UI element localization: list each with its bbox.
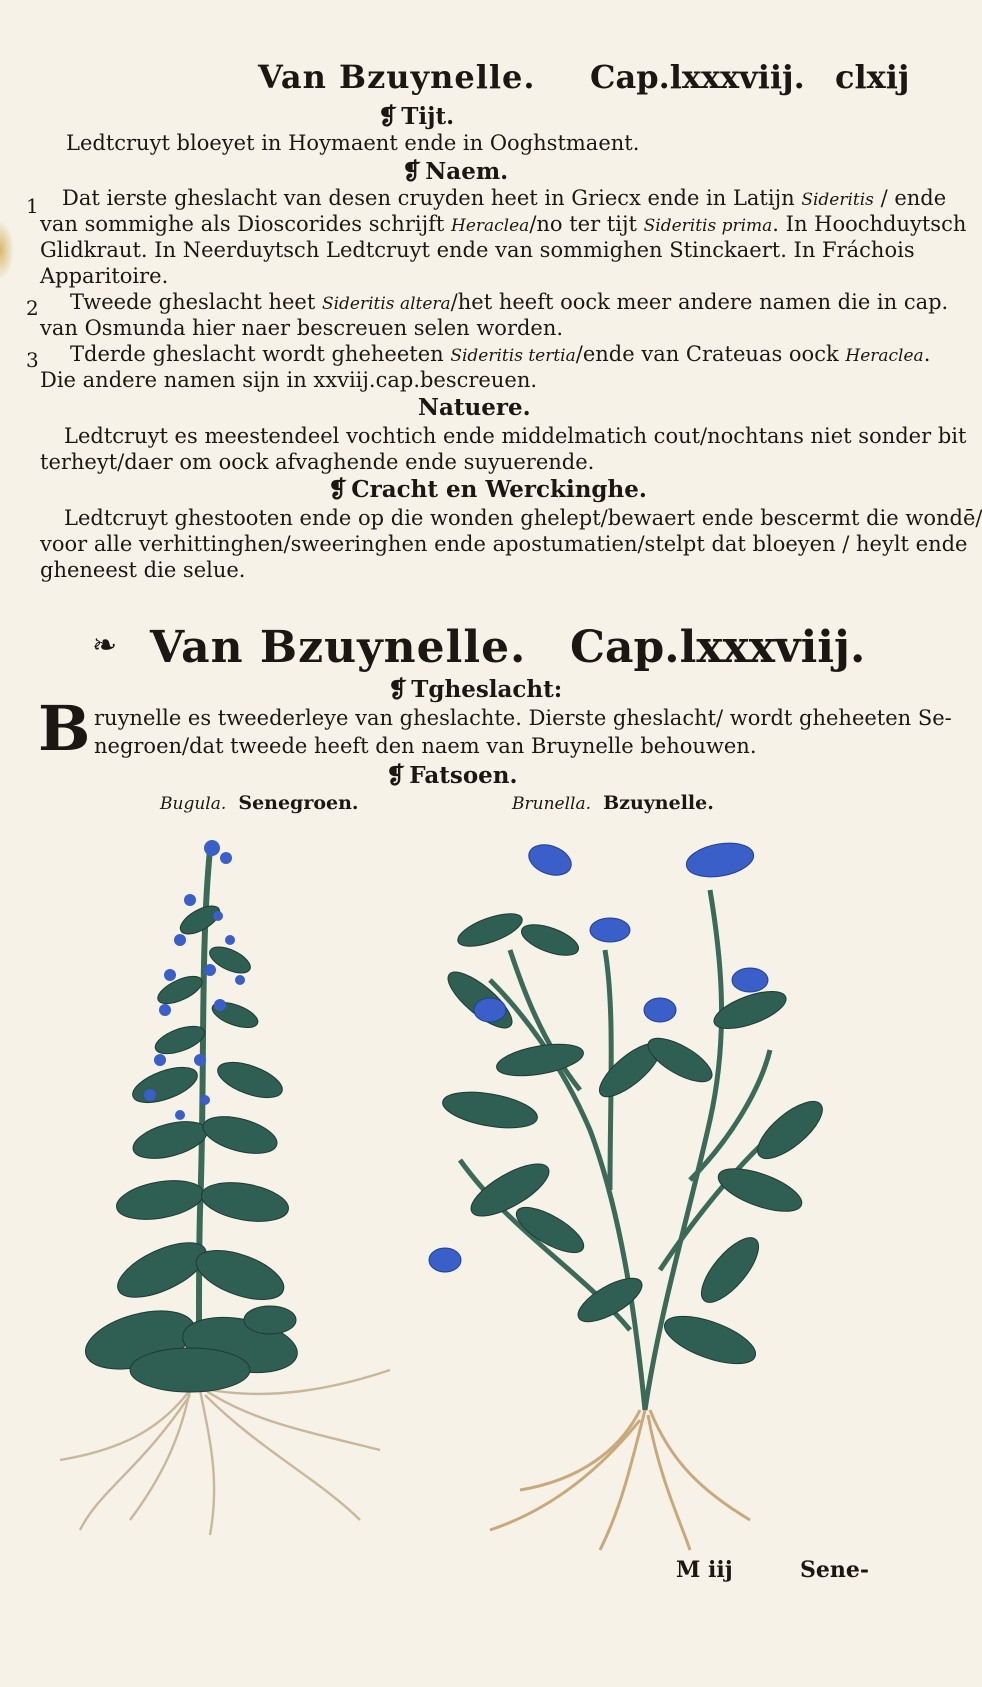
- bugula-roots: [60, 1370, 390, 1535]
- item3-line-2: Die andere namen sijn in xxviij.cap.bescreuen.: [40, 368, 538, 392]
- fig-right-label: Brunella. Bzuynelle.: [512, 792, 714, 814]
- natuere-line-2: terheyt/daer om oock afvaghende ende suyuerende.: [40, 450, 595, 474]
- bugula-leaves: [79, 900, 301, 1392]
- bugula-illustration: [40, 830, 400, 1550]
- catchword: Sene-: [800, 1557, 870, 1583]
- naem-line-2: van sommighe als Dioscorides schrijft Heraclea/no ter tijt Sideritis prima. In Hoochduytsch: [40, 212, 967, 236]
- item3-line-1: Tderde gheslacht wordt gheheeten Sideritis tertia/ende van Crateuas oock Heraclea.: [70, 342, 931, 366]
- naem-line-3: Glidkraut. In Neerduytsch Ledtcruyt ende van sommighen Stinckaert. In Fráchois: [40, 238, 915, 262]
- fleuron-icon: ❧: [92, 628, 118, 663]
- margin-number-2: 2: [26, 296, 39, 320]
- running-chapter: Cap.lxxxviij.: [590, 58, 805, 96]
- brunella-illustration: [430, 830, 880, 1555]
- gheslacht-line-2: negroen/dat tweede heeft den naem van Bruynelle behouwen.: [94, 734, 757, 758]
- heading-tijt: ❡ Tijt.: [378, 103, 455, 130]
- pilcrow-icon: ❡: [386, 762, 406, 789]
- pilcrow-icon: ❡: [402, 158, 422, 185]
- cracht-line-1: Ledtcruyt ghestooten ende op die wonden ghelept/bewaert ende bescermt die wondē/: [64, 506, 982, 530]
- brunella-stems: [460, 890, 790, 1410]
- pilcrow-icon: ❡: [378, 103, 398, 130]
- signature-mark: M iij: [676, 1557, 733, 1583]
- chapter-title: Van Bzuynelle.: [150, 622, 527, 673]
- gheslacht-line-1: ruynelle es tweederleye van gheslachte. Dierste gheslacht/ wordt gheheeten Se-: [94, 706, 952, 730]
- drop-initial: B: [38, 692, 91, 765]
- natuere-line-1: Ledtcruyt es meestendeel vochtich ende middelmatich cout/nochtans niet sonder bit: [64, 424, 967, 448]
- fig-left-label: Bugula. Senegroen.: [160, 792, 359, 814]
- heading-cracht: ❡ Cracht en Werckinghe.: [328, 476, 647, 503]
- item2-line-1: Tweede gheslacht heet Sideritis altera/het heeft oock meer andere namen die in cap.: [70, 290, 949, 314]
- heading-gheslacht: ❡ Tgheslacht:: [388, 676, 563, 703]
- margin-number-3: 3: [26, 348, 39, 372]
- brunella-leaves: [440, 907, 831, 1373]
- heading-naem: ❡ Naem.: [402, 158, 509, 185]
- cracht-line-3: gheneest die selue.: [40, 558, 246, 582]
- naem-line-1: Dat ierste gheslacht van desen cruyden heet in Griecx ende in Latijn Sideritis / ende: [62, 186, 947, 210]
- cracht-line-2: voor alle verhittinghen/sweeringhen ende apostumatien/stelpt dat bloeyen / heylt ende: [40, 532, 968, 556]
- margin-number-1: 1: [26, 194, 39, 218]
- page-stain: [0, 220, 14, 280]
- running-title: Van Bzuynelle.: [258, 58, 536, 96]
- heading-fatsoen: ❡ Fatsoen.: [386, 762, 518, 789]
- pilcrow-icon: ❡: [388, 676, 408, 703]
- brunella-roots: [490, 1410, 750, 1550]
- chapter-number: Cap.lxxxviij.: [570, 622, 866, 673]
- heading-natuere: Natuere.: [418, 394, 531, 421]
- folio-number: clxij: [835, 58, 910, 96]
- naem-line-4: Apparitoire.: [40, 264, 169, 288]
- pilcrow-icon: ❡: [328, 476, 348, 503]
- item2-line-2: van Osmunda hier naer bescreuen selen worden.: [40, 316, 564, 340]
- tijt-text: Ledtcruyt bloeyet in Hoymaent ende in Ooghstmaent.: [66, 131, 640, 155]
